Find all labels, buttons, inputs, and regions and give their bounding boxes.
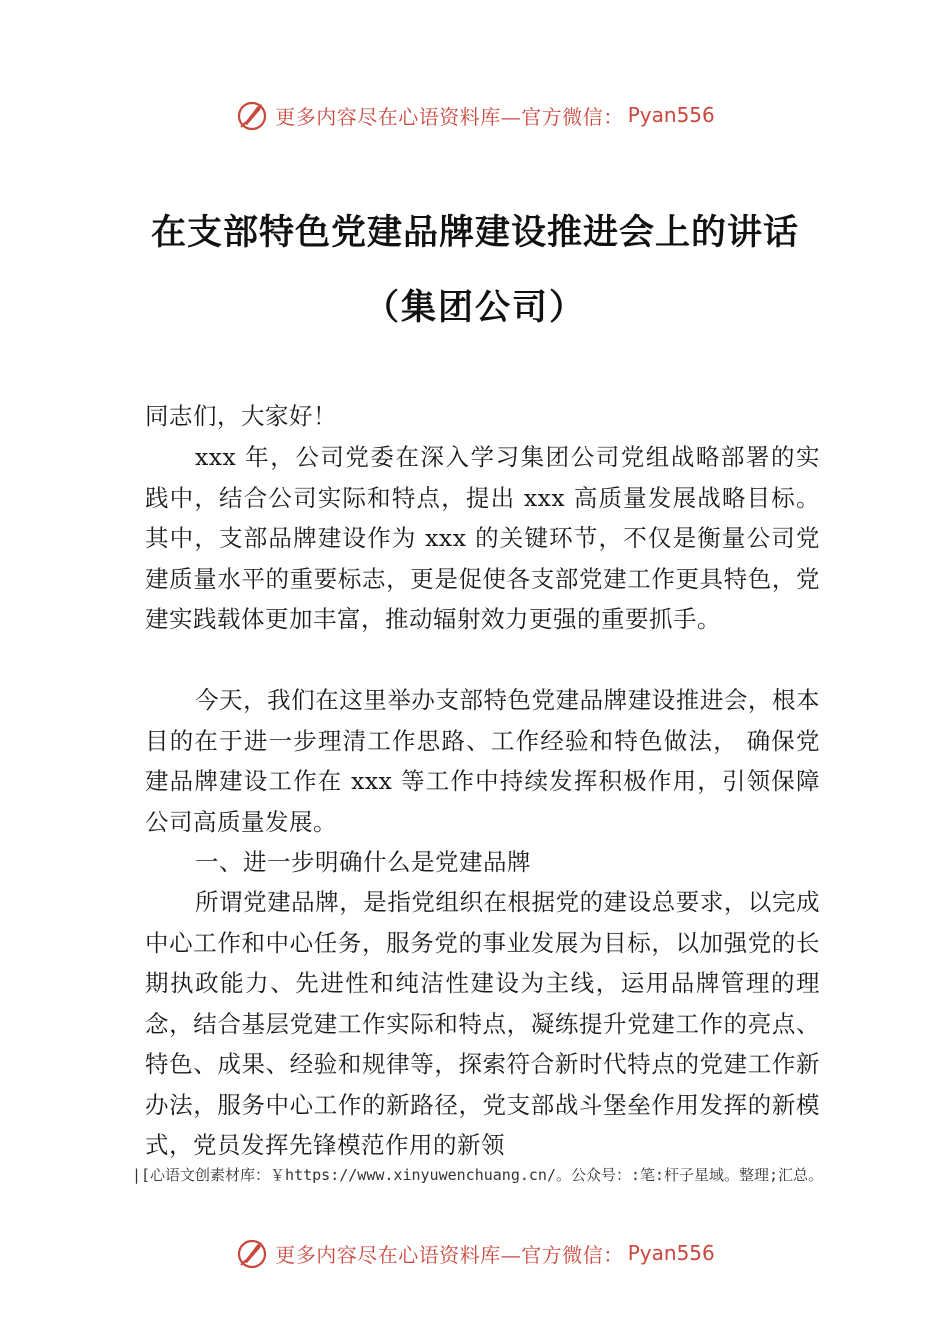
document-subtitle: （集团公司） bbox=[363, 287, 586, 328]
source-footnote: |[心语文创素材库：￥https://www.xinyuwenchuang.cn/。公众号：:笔:杆子星域。整理;汇总。 bbox=[132, 1166, 824, 1184]
banner-wechat-id: Pyan556 bbox=[627, 1241, 715, 1265]
banner-wechat-id: Pyan556 bbox=[627, 103, 715, 127]
header-banner bbox=[0, 95, 950, 135]
banner-text: 更多内容尽在心语资料库—官方微信： bbox=[275, 104, 624, 129]
paragraph-purpose: 今天，我们在这里举办支部特色党建品牌建设推进会，根本目的在于进一步理清工作思路、工作经验和特色做法， 确保党建品牌建设工作在 xxx 等工作中持续发挥积极作用，引领保障公司高质量发展。 bbox=[145, 686, 820, 836]
paragraph-greeting: 同志们，大家好！ bbox=[145, 402, 337, 430]
paragraph-definition: 所谓党建品牌，是指党组织在根据党的建设总要求，以完成中心工作和中心任务，服务党的事业发展为目标，以加强党的长期执政能力、先进性和纯洁性建设为主线，运用品牌管理的理念，结合基层党建工作实际和特点，凝练提升党建工作的亮点、特色、成果、经验和规律等，探索符合新时代特点的党建工作新办法，服务中心工作的新路径，党支部战斗堡垒作用发挥的新模式，党员发挥先锋模范作用的新领 bbox=[145, 888, 820, 1159]
footer-banner bbox=[0, 1233, 950, 1273]
quill-pen-logo-icon bbox=[235, 98, 269, 132]
quill-pen-logo-icon bbox=[235, 1236, 269, 1270]
paragraph-strategy: xxx 年，公司党委在深入学习集团公司党组战略部署的实践中，结合公司实际和特点，提出 xxx 高质量发展战略目标。其中，支部品牌建设作为 xxx 的关键环节，不仅是衡量公司党建质量水平的重要标志，更是促使各支部党建工作更具特色，党建实践载体更加丰富，推动辐射效力更强的重要抓手。 bbox=[145, 443, 820, 633]
section-heading-1: 一、进一步明确什么是党建品牌 bbox=[195, 848, 531, 876]
banner-text: 更多内容尽在心语资料库—官方微信： bbox=[275, 1242, 624, 1267]
document-title: 在支部特色党建品牌建设推进会上的讲话 bbox=[150, 212, 799, 253]
